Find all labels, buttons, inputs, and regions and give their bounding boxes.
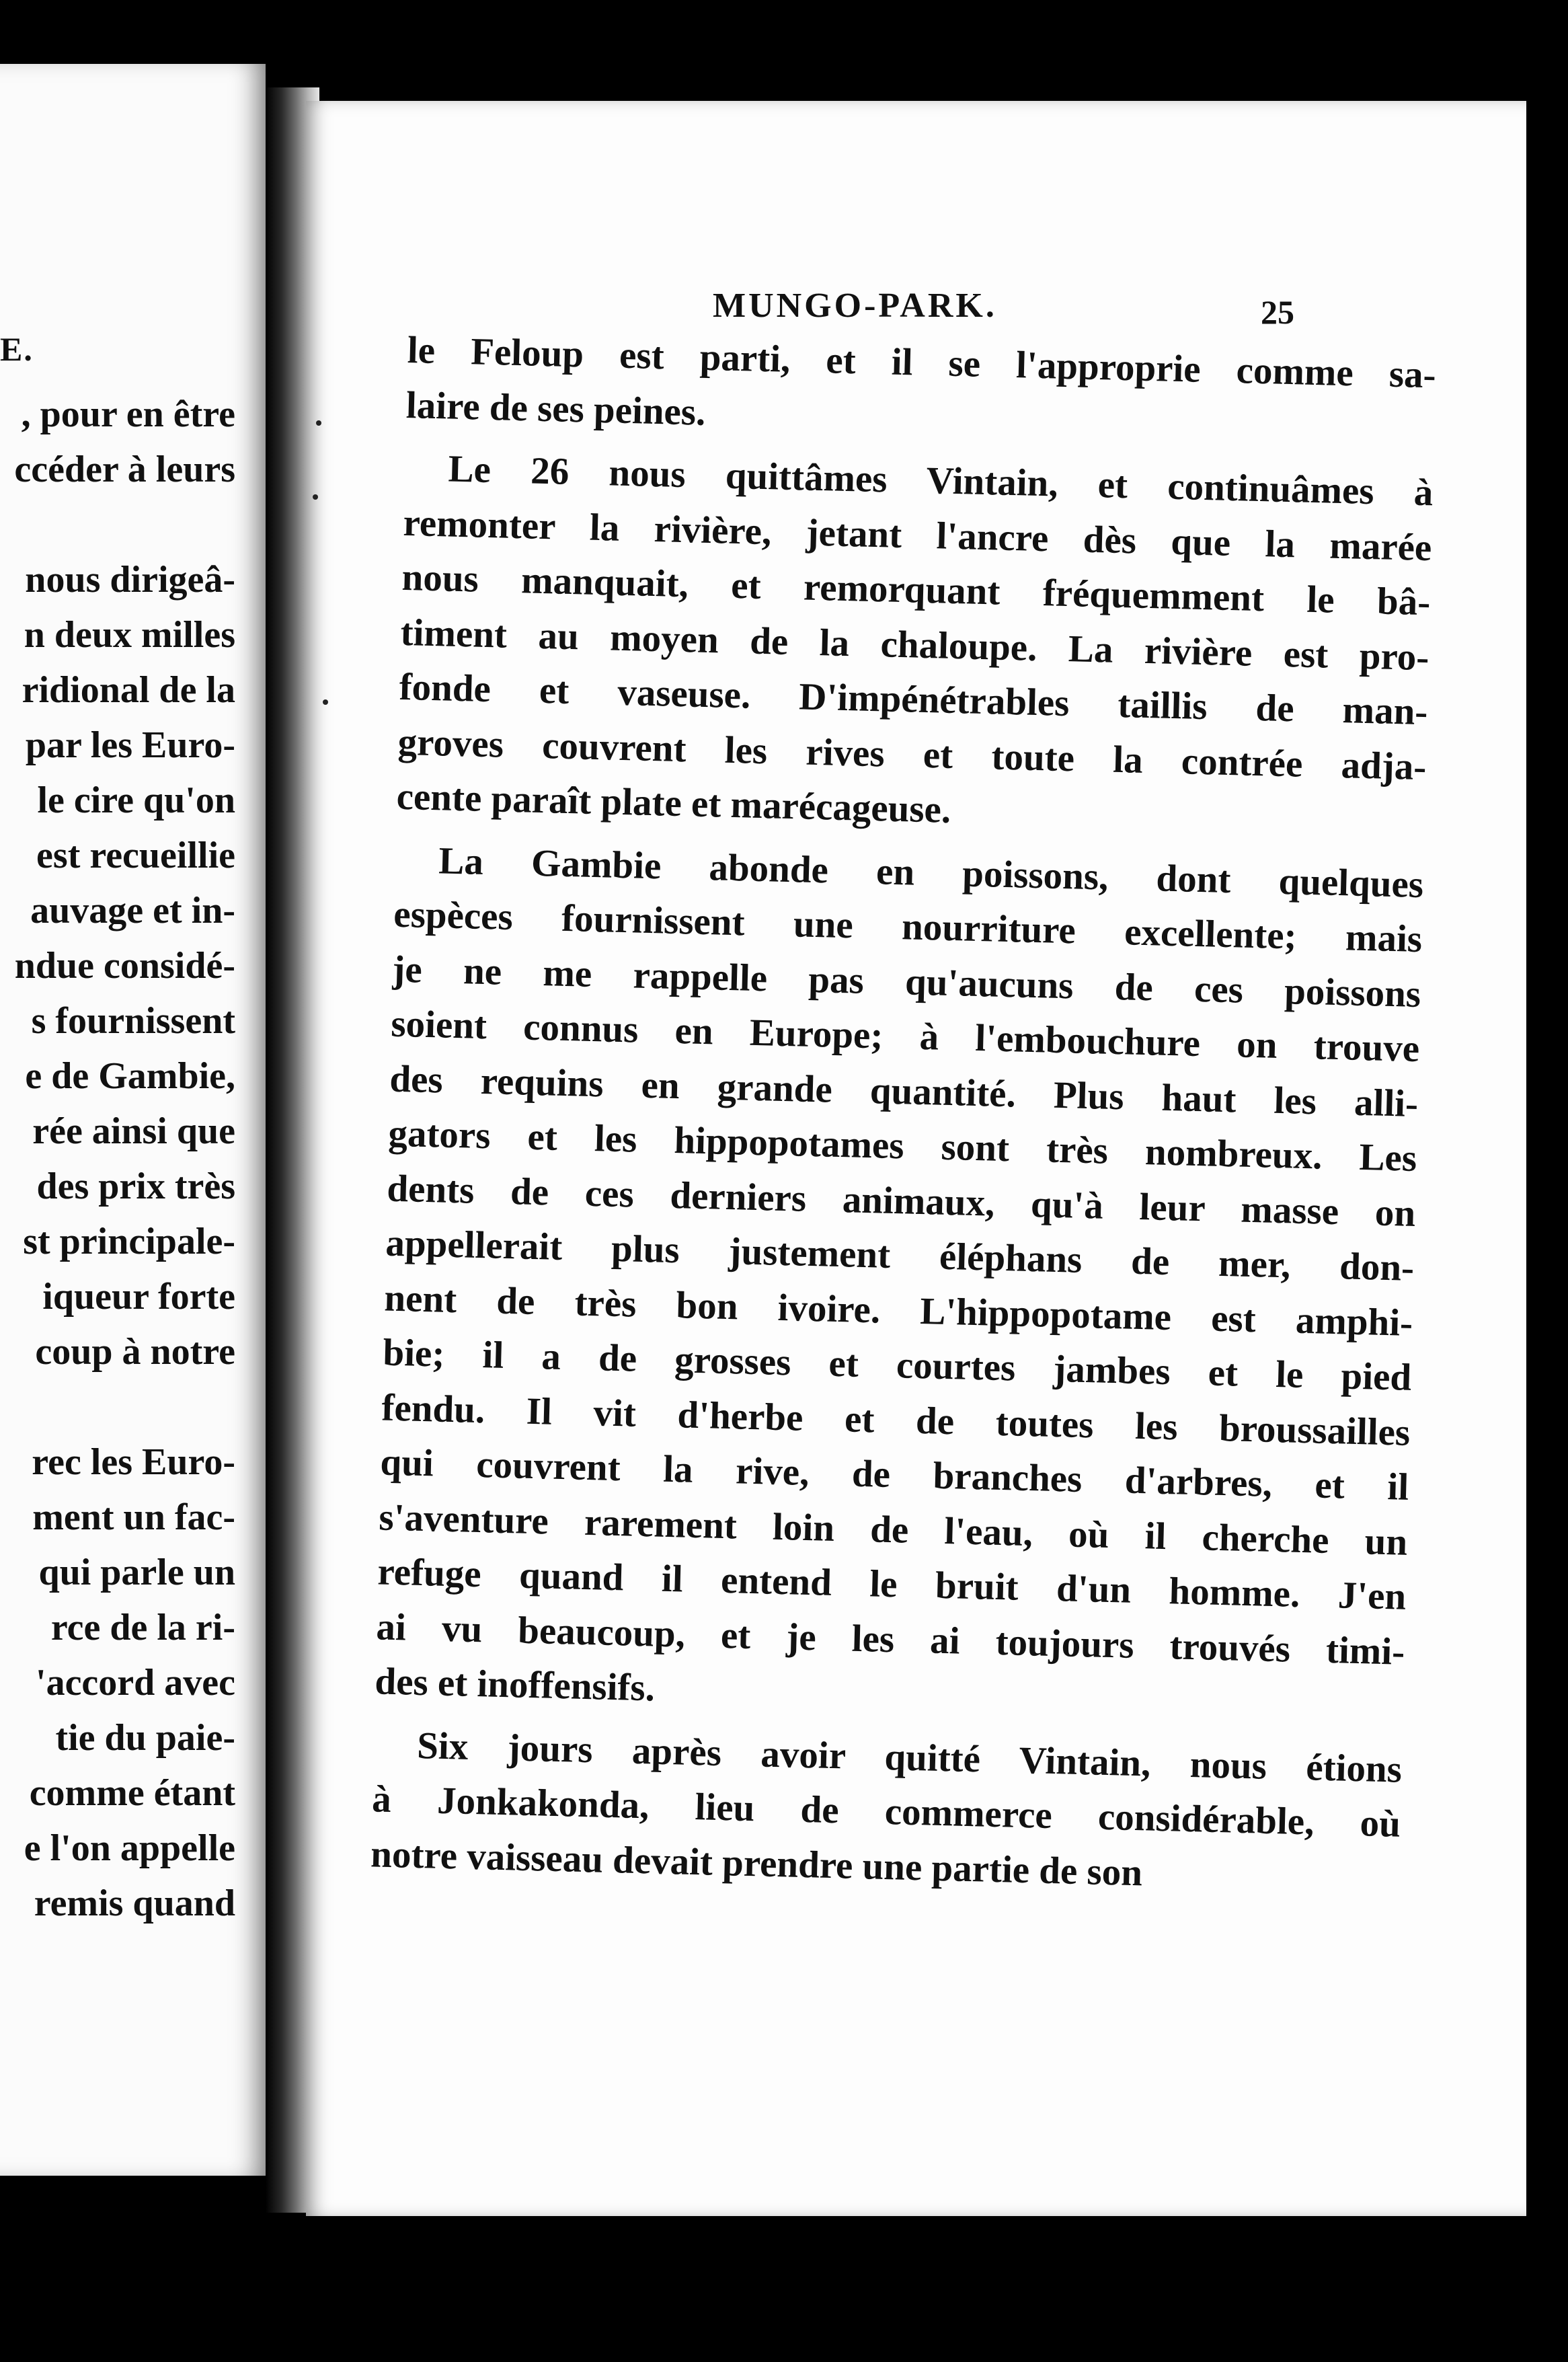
- left-text-line: [14, 497, 235, 552]
- body-text: [370, 323, 1436, 1907]
- left-page-text: [14, 387, 235, 1931]
- text-line: bie; il a de grosses et courtes jambes et le pied: [382, 1331, 1412, 1399]
- left-text-line: rée ainsi que: [32, 1110, 235, 1152]
- left-text-line: ment un fac-: [32, 1496, 235, 1538]
- left-text-line: nous dirigeâ-: [25, 559, 235, 601]
- scan-border-right: [1526, 0, 1568, 2362]
- left-text-line: le cire qu'on: [37, 779, 235, 821]
- text-line: le Feloup est parti, et il se l'approprie comme sa-: [407, 328, 1437, 397]
- left-text-line: e l'on appelle: [24, 1827, 235, 1869]
- text-line: laire de ses peines.: [405, 383, 707, 434]
- left-text-line: rec les Euro-: [32, 1441, 235, 1483]
- left-text-line: [14, 1379, 235, 1435]
- text-line: à Jonkakonda, lieu de commerce considérable, où: [371, 1778, 1401, 1845]
- left-text-line: 'accord avec: [36, 1662, 235, 1704]
- left-page: [0, 64, 266, 2176]
- left-text-line: tie du paie-: [55, 1717, 235, 1759]
- left-text-line: s fournissent: [31, 1000, 235, 1042]
- scan-border-bottom: [0, 2216, 1568, 2362]
- text-line: s'aventure rarement loin de l'eau, où il cherche un: [378, 1495, 1408, 1564]
- paragraph: [370, 1717, 1403, 1907]
- left-text-line: qui parle un: [38, 1552, 235, 1593]
- running-head: MUNGO-PARK.: [713, 287, 997, 325]
- dust-speck: [323, 699, 328, 705]
- left-text-line: des prix très: [36, 1166, 235, 1207]
- text-line: appellerait plus justement éléphans de mer, don-: [385, 1221, 1415, 1289]
- text-line: notre vaisseau devait prendre une partie de son: [370, 1832, 1143, 1894]
- text-line: Six jours après avoir quitté Vintain, nous étions: [416, 1724, 1403, 1791]
- paragraph: [375, 832, 1424, 1734]
- text-line: des et inoffensifs.: [374, 1660, 656, 1710]
- text-line: gators et les hippopotames sont très nombreux. Les: [387, 1112, 1417, 1180]
- text-line: cente paraît plate et marécageuse.: [396, 775, 951, 831]
- text-line: je ne me rappelle pas qu'aucuns de ces poissons: [391, 948, 1421, 1016]
- dust-speck: [316, 420, 321, 426]
- left-text-line: auvage et in-: [30, 890, 235, 931]
- left-text-line: par les Euro-: [25, 724, 235, 766]
- text-line: fonde et vaseuse. D'impénétrables taillis de man-: [399, 665, 1429, 734]
- left-text-line: coup à notre: [35, 1331, 235, 1373]
- paragraph: [396, 441, 1434, 849]
- dust-speck: [313, 494, 318, 500]
- text-line: timent au moyen de la chaloupe. La rivière est pro-: [399, 611, 1430, 679]
- left-text-line: iqueur forte: [42, 1276, 235, 1318]
- text-line: qui couvrent la rive, de branches d'arbres, et il: [379, 1441, 1409, 1509]
- text-line: groves couvrent les rives et toute la contrée adja-: [397, 720, 1427, 788]
- left-text-line: comme étant: [29, 1772, 235, 1814]
- left-text-line: remis quand: [34, 1882, 235, 1924]
- left-text-line: ccéder à leurs: [14, 449, 235, 490]
- text-line: nous manquait, et remorquant fréquemment le bâ-: [401, 556, 1432, 624]
- text-line: refuge quand il entend le bruit d'un homme. J'en: [377, 1550, 1407, 1618]
- text-line: Le 26 nous quittâmes Vintain, et continuâmes à: [447, 447, 1434, 515]
- left-text-line: st principale-: [23, 1221, 235, 1262]
- left-text-line: e de Gambie,: [25, 1055, 235, 1097]
- left-text-line: rce de la ri-: [50, 1607, 235, 1648]
- text-line: ai vu beaucoup, et je les ai toujours trouvés timi-: [375, 1605, 1405, 1673]
- page-number: 25: [1261, 293, 1294, 331]
- left-text-line: , pour en être: [21, 393, 235, 435]
- left-text-line: ndue considé-: [14, 945, 235, 987]
- text-line: des requins en grande quantité. Plus haut les alli-: [389, 1057, 1419, 1125]
- left-text-line: ridional de la: [22, 669, 235, 711]
- text-line: fendu. Il vit d'herbe et de toutes les broussailles: [381, 1386, 1411, 1454]
- right-page: [306, 101, 1526, 2216]
- text-line: soient connus en Europe; à l'embouchure on trouve: [390, 1002, 1420, 1071]
- left-text-line: est recueillie: [36, 835, 235, 876]
- left-text-line: n deux milles: [24, 614, 235, 656]
- text-line: remonter la rivière, jetant l'ancre dès que la marée: [402, 501, 1433, 569]
- text-line: espèces fournissent une nourriture excellente; mais: [393, 892, 1423, 961]
- text-line: nent de très bon ivoire. L'hippopotame est amphi-: [383, 1277, 1413, 1344]
- text-line: dents de ces derniers animaux, qu'à leur masse on: [386, 1167, 1416, 1235]
- left-running-head-fragment: E.: [0, 330, 34, 368]
- text-line: La Gambie abonde en poissons, dont quelques: [438, 839, 1424, 906]
